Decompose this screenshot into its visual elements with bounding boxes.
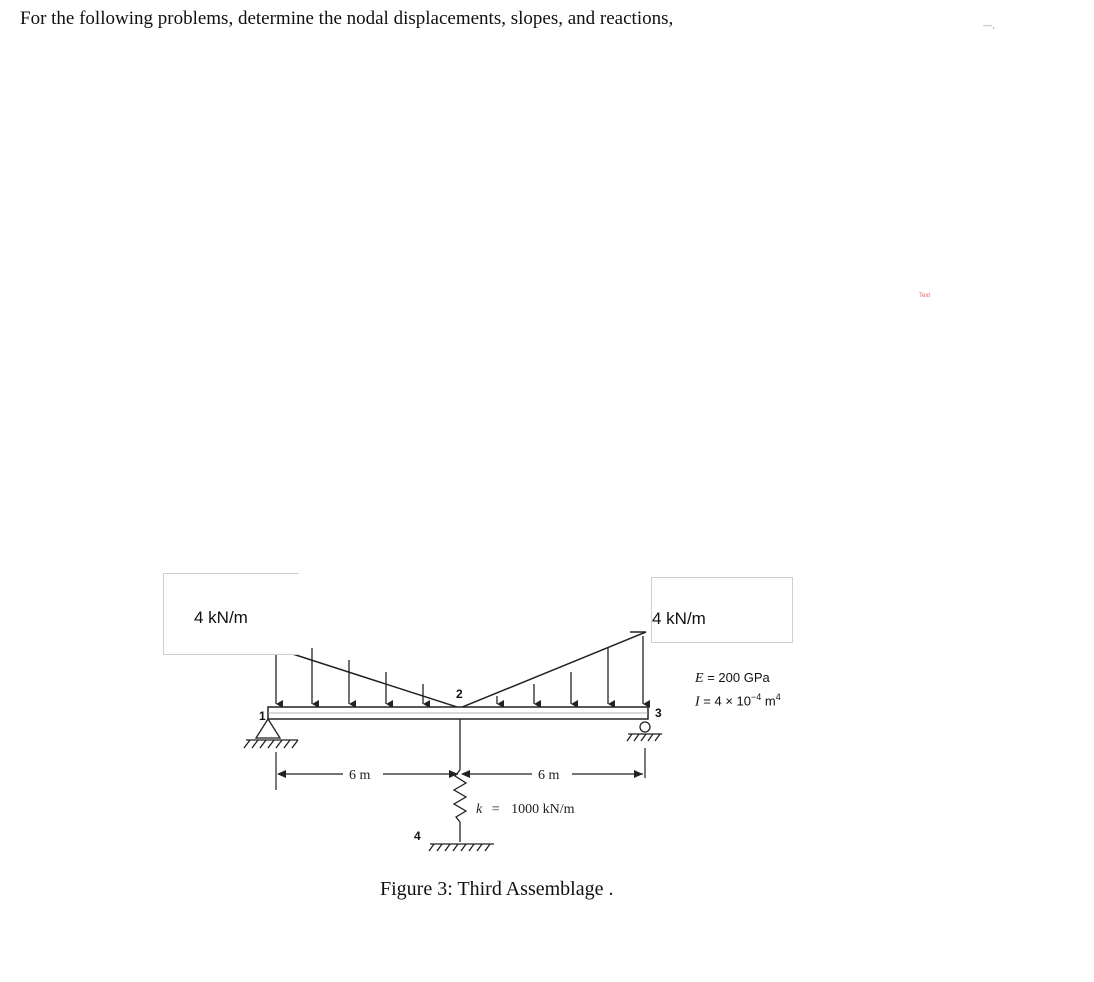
span-right-label: 6 m — [538, 768, 560, 783]
node-label-2: 2 — [456, 687, 463, 701]
figure-caption: Figure 3: Third Assemblage . — [380, 878, 614, 900]
load-label-left-box — [163, 573, 299, 655]
load-arrows-right — [497, 636, 643, 704]
spring — [429, 719, 494, 851]
elastic-modulus: E = 200 GPa — [695, 670, 770, 686]
span-left-label: 6 m — [349, 768, 371, 783]
stray-mark: —, — [983, 20, 995, 30]
tiny-red-text: Text — [919, 293, 931, 299]
problem-statement: For the following problems, determine the nodal displacements, slopes, and reactions, — [20, 8, 674, 29]
node-label-4: 4 — [414, 829, 421, 843]
moment-of-inertia: $I = 4 \times 10^{-4}$ $m^4$ — [695, 692, 781, 710]
spring-symbol: k — [476, 802, 483, 817]
load-label-left: 4 kN/m — [194, 608, 248, 627]
material-properties — [695, 669, 781, 711]
pin-support — [244, 719, 298, 748]
roller-support — [627, 722, 662, 741]
spring-value: 1000 kN/m — [511, 802, 575, 817]
node-label-1: 1 — [259, 709, 266, 723]
load-label-right-box — [651, 577, 793, 643]
node-label-3: 3 — [655, 706, 662, 720]
spring-equals: = — [491, 802, 500, 817]
svg-text:k = 1000 kN/m — [476, 802, 575, 817]
load-label-right: 4 kN/m — [652, 609, 706, 628]
